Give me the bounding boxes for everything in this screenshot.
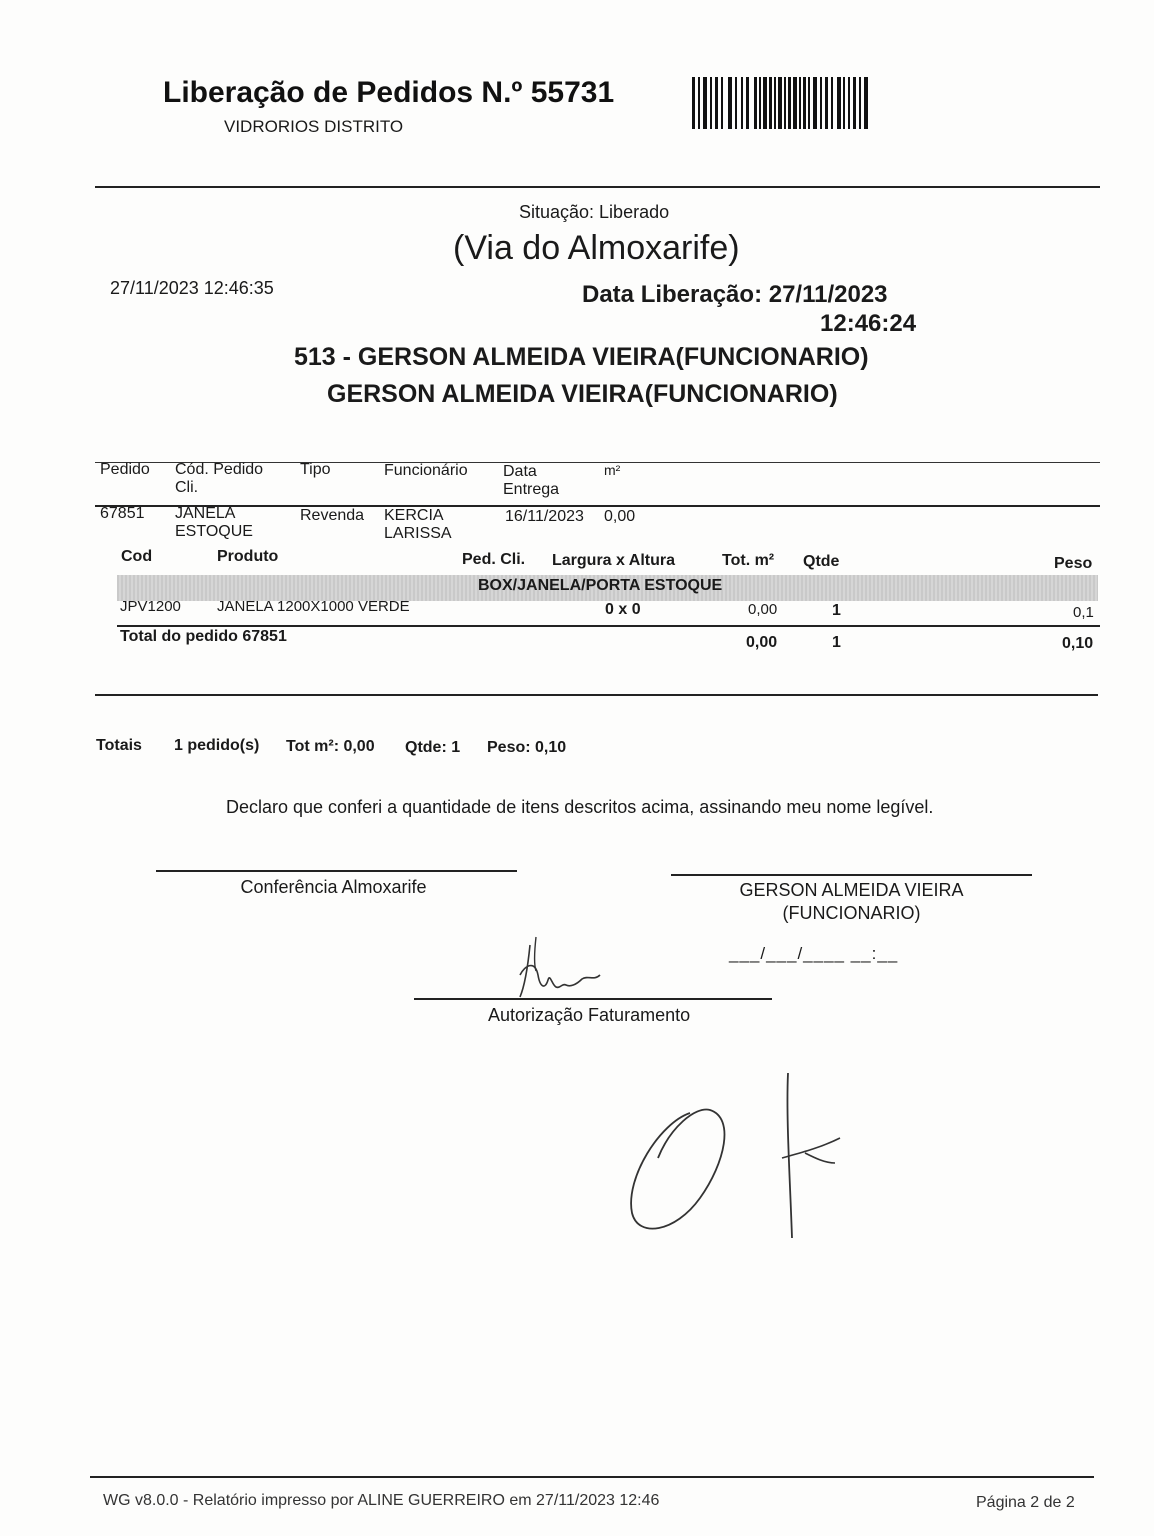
prod-cell-peso: 0,1 — [1073, 604, 1094, 621]
handwritten-ok-mark-image — [620, 1068, 850, 1243]
order-total-m2: 0,00 — [746, 634, 778, 651]
date-time-blank: ___/___/____ __:__ — [729, 944, 899, 963]
prod-header-dimensoes: Largura x Altura — [552, 552, 675, 569]
order-total-qtde: 1 — [832, 634, 841, 651]
col-header-cod-pedido: Cód. Pedido — [175, 461, 264, 478]
header-divider — [95, 186, 1100, 188]
signature-line-funcionario — [671, 874, 1032, 876]
totals-m2: Tot m²: 0,00 — [286, 738, 375, 755]
signature-line-conferencia — [156, 870, 517, 872]
barcode-image — [692, 77, 870, 129]
order-header-rule — [95, 505, 1100, 507]
cell-m2: 0,00 — [604, 508, 636, 525]
liberacao-date: Data Liberação: 27/11/2023 — [582, 281, 888, 308]
totals-label: Totais — [96, 737, 142, 754]
totals-pedidos: 1 pedido(s) — [174, 737, 260, 754]
client-code-name: 513 - GERSON ALMEIDA VIEIRA(FUNCIONARIO) — [294, 343, 869, 371]
product-total-rule — [117, 625, 1100, 627]
cell-data-entrega: 16/11/2023 — [505, 508, 584, 525]
company-name: VIDRORIOS DISTRITO — [224, 117, 404, 136]
col-header-data: Data — [503, 463, 537, 480]
signature-label-funcionario-role: (FUNCIONARIO) — [782, 903, 921, 923]
printed-datetime: 27/11/2023 12:46:35 — [110, 278, 274, 298]
footer-printed-by: WG v8.0.0 - Relatório impresso por ALINE GUERREIRO em 27/11/2023 12:46 — [103, 1492, 660, 1509]
signature-label-funcionario: GERSON ALMEIDA VIEIRA — [739, 880, 964, 900]
prod-header-peso: Peso — [1054, 555, 1093, 572]
col-header-m2: m² — [604, 462, 621, 478]
footer-divider — [90, 1476, 1094, 1478]
prod-header-tot-m2: Tot. m² — [722, 552, 775, 569]
prod-cell-cod: JPV1200 — [120, 598, 181, 615]
liberacao-time: 12:46:24 — [820, 310, 917, 337]
totals-qtde: Qtde: 1 — [405, 739, 461, 756]
totals-divider — [95, 694, 1098, 696]
signature-label-autorizacao: Autorização Faturamento — [488, 1005, 691, 1025]
col-header-entrega: Entrega — [503, 481, 560, 498]
via-label: (Via do Almoxarife) — [453, 229, 740, 267]
client-name: GERSON ALMEIDA VIEIRA(FUNCIONARIO) — [327, 380, 838, 408]
col-header-pedido: Pedido — [100, 461, 150, 478]
order-total-peso: 0,10 — [1062, 635, 1094, 652]
signature-label-conferencia: Conferência Almoxarife — [240, 877, 427, 897]
col-header-funcionario: Funcionário — [384, 462, 468, 479]
document-title: Liberação de Pedidos N.º 55731 — [163, 76, 615, 109]
cell-funcionario-2: LARISSA — [384, 525, 452, 542]
category-label: BOX/JANELA/PORTA ESTOQUE — [478, 577, 723, 594]
footer-page-number: Página 2 de 2 — [976, 1494, 1075, 1511]
declaration-text: Declaro que conferi a quantidade de itens descritos acima, assinando meu nome legível. — [226, 797, 934, 817]
prod-cell-dimensoes: 0 x 0 — [605, 601, 641, 618]
prod-cell-qtde: 1 — [832, 602, 841, 619]
prod-header-qtde: Qtde — [803, 553, 840, 570]
cell-cod-pedido: JANELA — [175, 505, 236, 522]
status-situacao: Situação: Liberado — [519, 202, 670, 222]
prod-cell-tot-m2: 0,00 — [748, 601, 778, 618]
prod-header-cod: Cod — [121, 548, 153, 565]
totals-peso: Peso: 0,10 — [487, 739, 567, 756]
signature-line-autorizacao — [414, 998, 772, 1000]
prod-header-ped-cli: Ped. Cli. — [462, 551, 526, 568]
cell-funcionario: KERCIA — [384, 507, 444, 524]
cell-tipo: Revenda — [300, 507, 365, 524]
handwritten-signature-image — [490, 935, 620, 1005]
prod-cell-produto: JANELA 1200X1000 VERDE — [217, 598, 410, 615]
cell-pedido: 67851 — [100, 505, 145, 522]
col-header-cod-pedido-cli: Cli. — [175, 479, 199, 496]
col-header-tipo: Tipo — [300, 461, 331, 478]
order-total-label: Total do pedido 67851 — [120, 628, 287, 645]
prod-header-produto: Produto — [217, 548, 279, 565]
cell-cod-pedido-2: ESTOQUE — [175, 523, 253, 540]
